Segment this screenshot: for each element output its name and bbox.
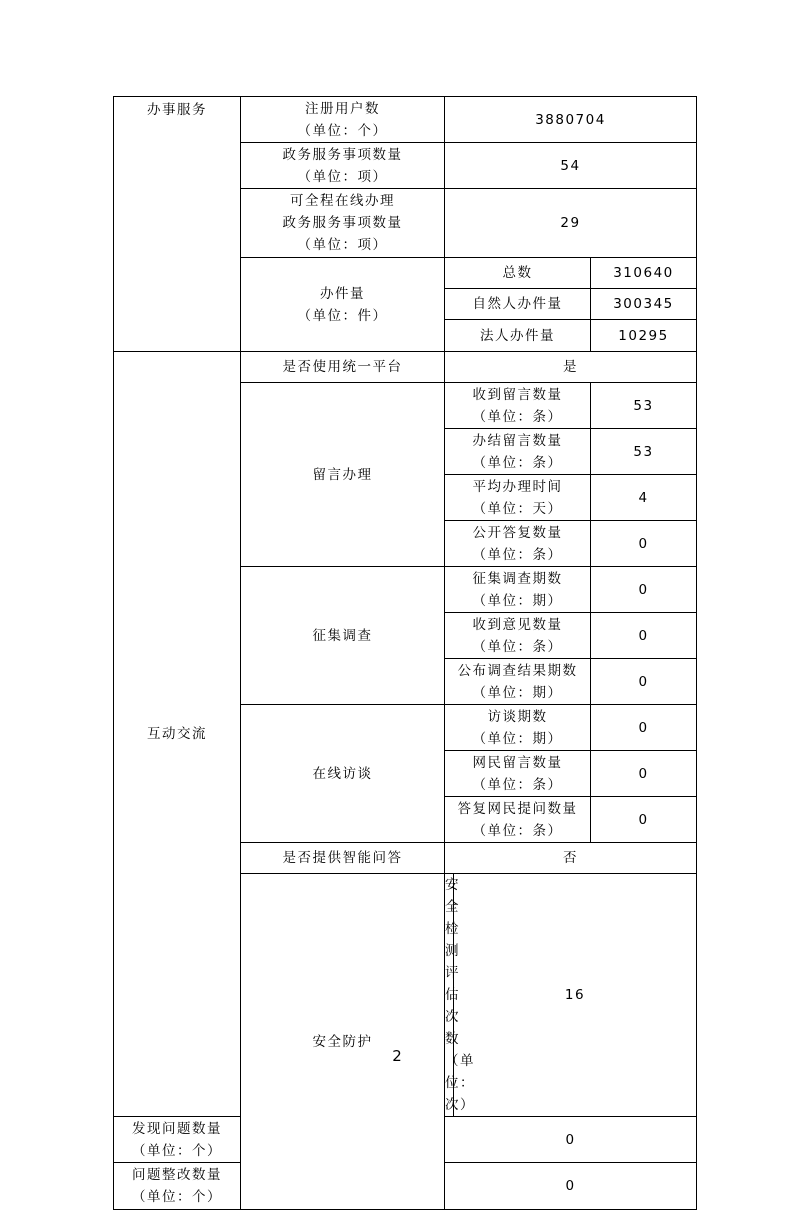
cases-label: 办件量 （单位：件） (241, 258, 445, 352)
messages-received-value: 53 (591, 383, 697, 429)
security-checks-value: 16 (454, 874, 697, 1117)
report-table (113, 96, 697, 1210)
security-problems-label: 发现问题数量 （单位：个） (114, 1117, 241, 1163)
unified-platform-value: 是 (445, 352, 697, 383)
interview-netizen-messages-label: 网民留言数量 （单位：条） (445, 751, 591, 797)
cases-total-value: 310640 (591, 258, 697, 289)
online-items-value: 29 (445, 189, 697, 258)
interview-periods-label: 访谈期数 （单位：期） (445, 705, 591, 751)
survey-results-value: 0 (591, 659, 697, 705)
messages-public-replies-label: 公开答复数量 （单位：条） (445, 521, 591, 567)
messages-received-label: 收到留言数量 （单位：条） (445, 383, 591, 429)
section-service-title: 办事服务 (114, 97, 241, 352)
smart-qa-value: 否 (445, 843, 697, 874)
security-checks-label: 安全检测评估次数 （单位：次） (445, 874, 454, 1117)
items-count-label: 政务服务事项数量 （单位：项） (241, 143, 445, 189)
security-fixes-value: 0 (445, 1163, 697, 1210)
interview-netizen-messages-value: 0 (591, 751, 697, 797)
survey-results-label: 公布调查结果期数 （单位：期） (445, 659, 591, 705)
survey-periods-label: 征集调查期数 （单位：期） (445, 567, 591, 613)
smart-qa-label: 是否提供智能问答 (241, 843, 445, 874)
cases-natural-value: 300345 (591, 289, 697, 320)
section-interaction-title: 互动交流 (114, 352, 241, 1117)
messages-avg-time-label: 平均办理时间 （单位：天） (445, 475, 591, 521)
security-problems-value: 0 (445, 1117, 697, 1163)
cases-legal-label: 法人办件量 (445, 320, 591, 352)
page-number: 2 (392, 1047, 402, 1065)
registered-users-value: 3880704 (445, 97, 697, 143)
messages-avg-time-value: 4 (591, 475, 697, 521)
survey-label: 征集调查 (241, 567, 445, 705)
interview-answered-label: 答复网民提问数量 （单位：条） (445, 797, 591, 843)
survey-periods-value: 0 (591, 567, 697, 613)
section-security-title: 安全防护 (241, 874, 445, 1210)
messages-public-replies-value: 0 (591, 521, 697, 567)
registered-users-label: 注册用户数 （单位：个） (241, 97, 445, 143)
interview-label: 在线访谈 (241, 705, 445, 843)
interview-answered-value: 0 (591, 797, 697, 843)
interview-periods-value: 0 (591, 705, 697, 751)
online-items-label: 可全程在线办理 政务服务事项数量 （单位：项） (241, 189, 445, 258)
survey-opinions-label: 收到意见数量 （单位：条） (445, 613, 591, 659)
cases-natural-label: 自然人办件量 (445, 289, 591, 320)
cases-legal-value: 10295 (591, 320, 697, 352)
items-count-value: 54 (445, 143, 697, 189)
unified-platform-label: 是否使用统一平台 (241, 352, 445, 383)
messages-handled-label: 办结留言数量 （单位：条） (445, 429, 591, 475)
cases-total-label: 总数 (445, 258, 591, 289)
security-fixes-label: 问题整改数量 （单位：个） (114, 1163, 241, 1210)
messages-handled-value: 53 (591, 429, 697, 475)
survey-opinions-value: 0 (591, 613, 697, 659)
messages-label: 留言办理 (241, 383, 445, 567)
